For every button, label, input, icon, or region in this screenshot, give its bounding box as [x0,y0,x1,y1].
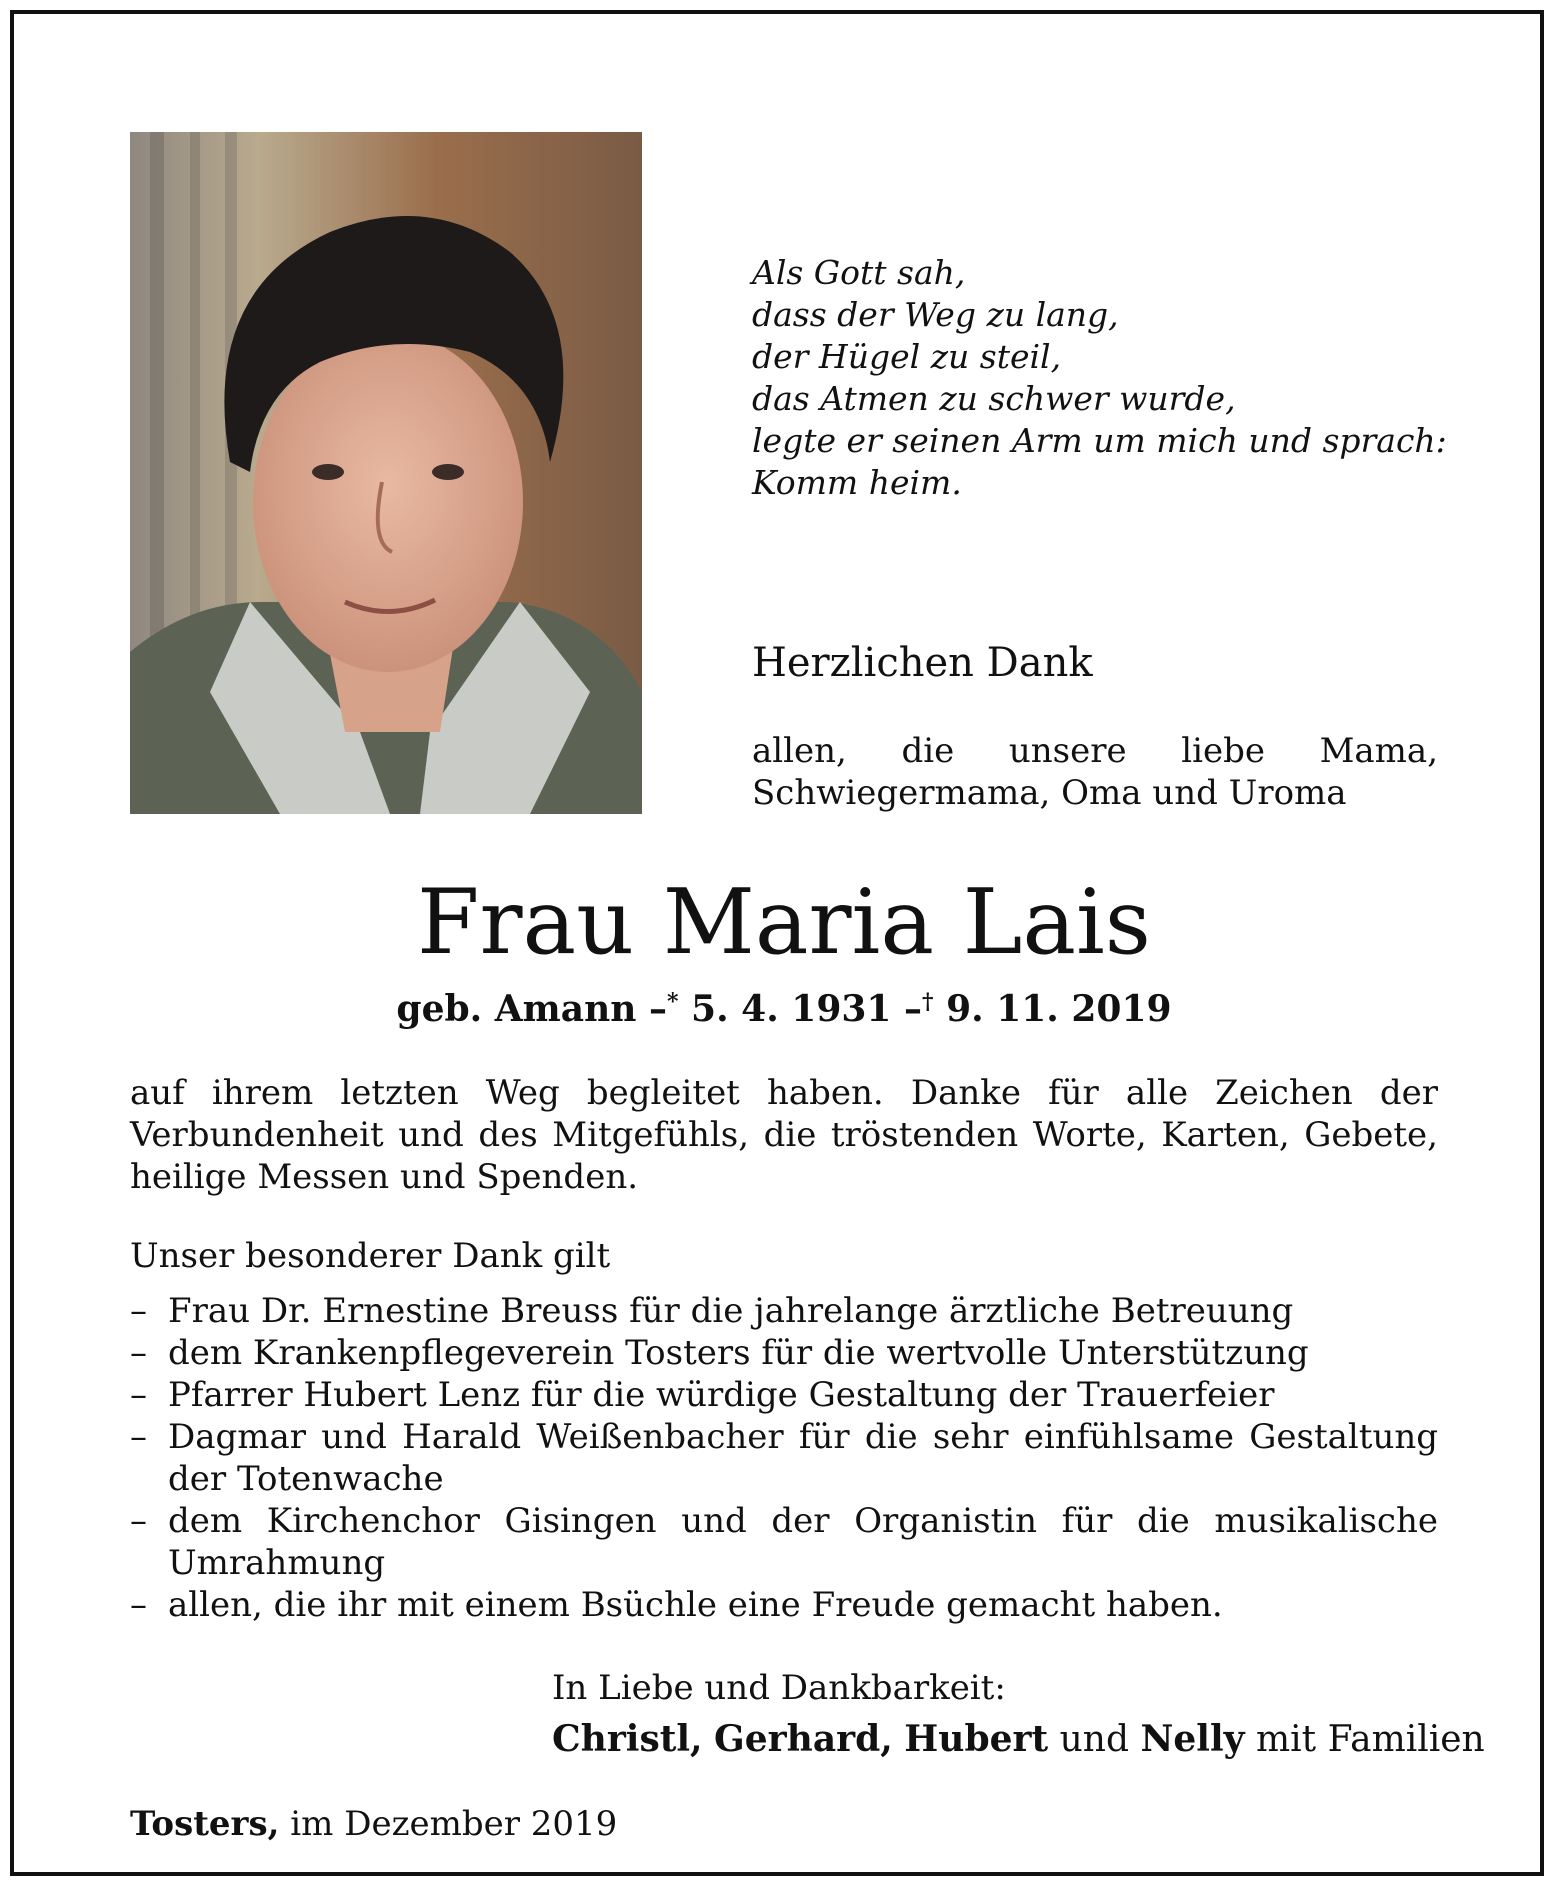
date: im Dezember 2019 [290,1804,618,1844]
signers [552,1718,1485,1760]
birth-date: 5. 4. 1931 [691,988,892,1030]
signer-name: Gerhard, [714,1718,893,1760]
place: Tosters, [130,1804,280,1844]
thanks-heading: Herzlichen Dank [752,640,1093,686]
dash-icon: – [130,1291,147,1331]
poem-line: der Hügel zu steil, [752,337,1062,376]
special-thanks-list [130,1290,1438,1626]
poem-line: Als Gott sah, [752,253,966,292]
list-item-text: allen, die ihr mit einem Bsüchle eine Freude gemacht haben. [168,1585,1223,1625]
separator: – [904,988,923,1030]
signer-name: Hubert [904,1718,1049,1760]
list-item-text: Frau Dr. Ernestine Breuss für die jahrelange ärztliche Betreuung [168,1291,1294,1331]
dash-icon: – [130,1375,147,1415]
life-dates [130,988,1438,1030]
dash-icon: – [130,1417,147,1457]
signer-conjunction: und [1059,1719,1130,1760]
birth-star-icon: * [666,989,679,1015]
death-date: 9. 11. 2019 [946,988,1172,1030]
signer-name: Christl, [552,1718,703,1760]
signer-name: Nelly [1140,1718,1245,1760]
list-item-text: Pfarrer Hubert Lenz für die würdige Gestaltung der Trauerfeier [168,1375,1275,1415]
death-cross-icon: † [922,989,934,1015]
poem-line: legte er seinen Arm um mich und sprach: [752,421,1447,460]
thanks-intro-line: allen, die unsere liebe Mama, [752,731,1438,771]
list-item [130,1584,1438,1626]
poem-line: Komm heim. [752,463,962,502]
dash-icon: – [130,1501,147,1541]
list-item [130,1416,1438,1500]
list-item [130,1332,1438,1374]
deceased-name: Frau Maria Lais [417,870,1151,975]
list-item [130,1374,1438,1416]
dash-icon: – [130,1333,147,1373]
list-item-text: Dagmar und Harald Weißenbacher für die sehr einfühlsame Gestaltung der Totenwache [168,1417,1438,1499]
portrait-photo-icon [130,132,642,814]
list-item [130,1500,1438,1584]
thanks-intro-line: Schwiegermama, Oma und Uroma [752,773,1347,813]
signer-suffix: mit Familien [1256,1719,1485,1760]
thanks-intro [752,730,1438,814]
list-item-text: dem Krankenpflegeverein Tosters für die wertvolle Unterstützung [168,1333,1309,1373]
special-thanks-heading: Unser besonderer Dank gilt [130,1236,611,1276]
place-date [130,1804,617,1844]
poem-line: das Atmen zu schwer wurde, [752,379,1236,418]
list-item-text: dem Kirchenchor Gisingen und der Organistin für die musikalische Umrahmung [168,1501,1438,1583]
poem [752,252,1447,504]
birth-name: geb. Amann [396,988,637,1030]
body-paragraph: auf ihrem letzten Weg begleitet haben. Danke für alle Zeichen der Verbundenheit und des Mitgefühls, die tröstenden Worte, Karten, Gebete, heilige Messen und Spenden. [130,1073,1438,1197]
portrait-photo [130,132,642,814]
poem-line: dass der Weg zu lang, [752,295,1119,334]
closing-phrase: In Liebe und Dankbarkeit: [552,1668,1006,1708]
list-item [130,1290,1438,1332]
dash-icon: – [130,1585,147,1625]
separator: – [648,988,667,1030]
